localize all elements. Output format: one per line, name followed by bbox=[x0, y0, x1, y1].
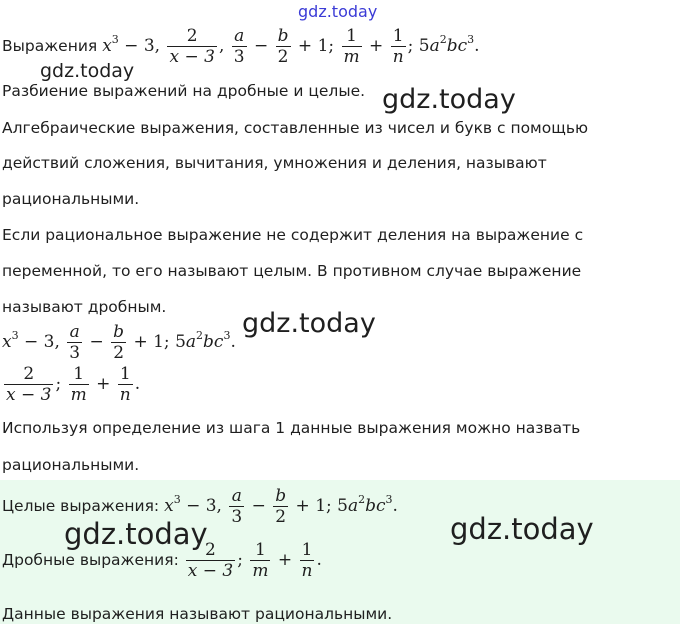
fractional-expressions: $\frac{2}{x - 3}$ ; $\frac{1}{m}$ + $\frac{1}{n}$ . bbox=[6, 364, 141, 405]
paragraph-line: действий сложения, вычитания, умножения и деления, называют bbox=[2, 154, 547, 172]
intro-lead: Выражения bbox=[2, 37, 98, 55]
watermark: gdz.today bbox=[40, 60, 135, 82]
math-expression: $x^3 - 3$, $\frac{2}{x - 3}$ , $\frac{a}{3}$ − $\frac{b}{2}$ + 1; $\frac{1}{m}$ + $\frac{1}{n}$ ; $5a^2bc^3$. bbox=[102, 26, 480, 67]
watermark: gdz.today bbox=[382, 84, 516, 115]
answer-whole: Целые выражения: $x^3 - 3$, $\frac{a}{3}$ − $\frac{b}{2}$ + 1; $5a^2bc^3$. bbox=[2, 486, 398, 527]
conclusion: Данные выражения называют рациональными. bbox=[2, 605, 393, 623]
paragraph-line: Алгебраические выражения, составленные из чисел и букв с помощью bbox=[2, 119, 589, 137]
fractional-label: Дробные выражения: bbox=[2, 551, 179, 569]
whole-expressions: $x^3 - 3$, $\frac{a}{3}$ − $\frac{b}{2}$ + 1; $5a^2bc^3$. bbox=[2, 322, 236, 363]
paragraph-line: Используя определение из шага 1 данные выражения можно назвать bbox=[2, 419, 581, 437]
paragraph-line: Если рациональное выражение не содержит деления на выражение с bbox=[2, 226, 584, 244]
paragraph-line: переменной, то его называют целым. В противном случае выражение bbox=[2, 262, 582, 280]
paragraph-line: рациональными. bbox=[2, 456, 140, 474]
answer-fractional: Дробные выражения: $\frac{2}{x - 3}$ ; $\frac{1}{m}$ + $\frac{1}{n}$ . bbox=[2, 540, 322, 581]
section-heading: Разбиение выражений на дробные и целые. bbox=[2, 82, 366, 100]
watermark: gdz.today bbox=[64, 517, 208, 551]
paragraph-line: называют дробным. bbox=[2, 298, 167, 316]
paragraph-line: рациональными. bbox=[2, 190, 140, 208]
intro-line bbox=[2, 26, 480, 67]
watermark: gdz.today bbox=[298, 2, 378, 21]
watermark: gdz.today bbox=[450, 512, 594, 546]
whole-label: Целые выражения: bbox=[2, 497, 160, 515]
watermark: gdz.today bbox=[242, 308, 376, 339]
